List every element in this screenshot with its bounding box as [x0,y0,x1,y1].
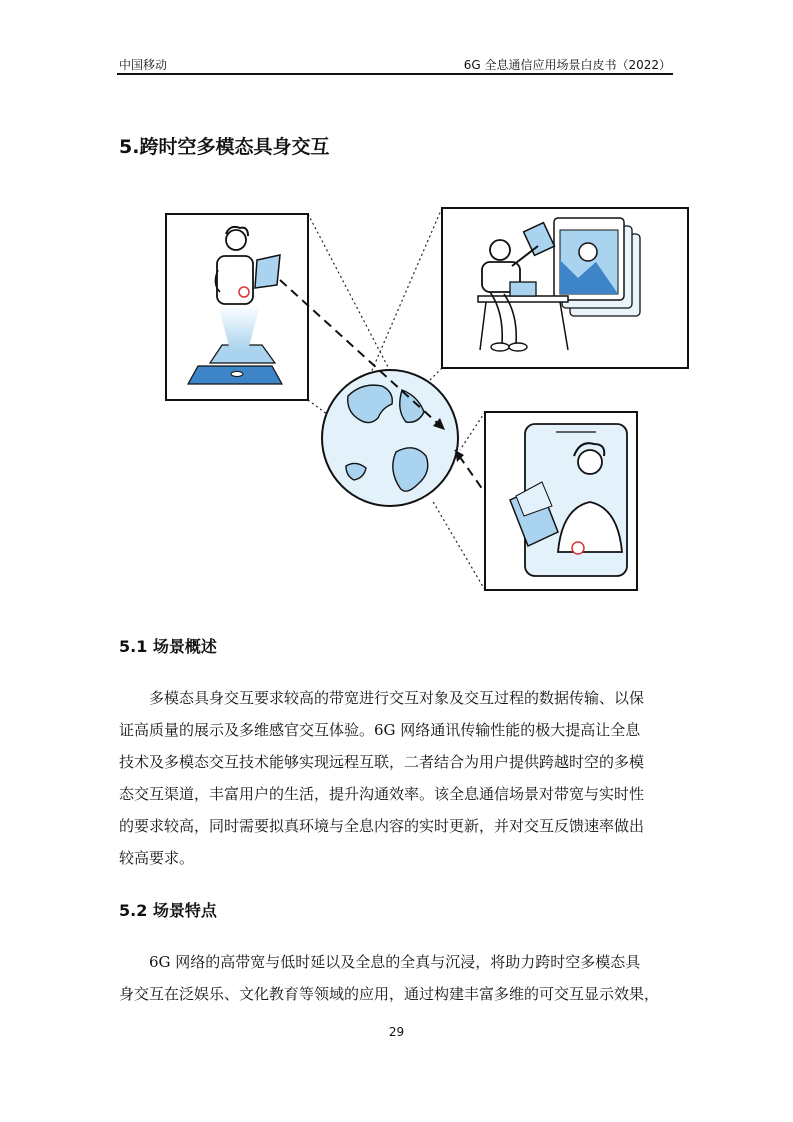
header-rule [117,73,673,75]
illustration-figure [160,200,690,600]
section-title: 5.跨时空多模态具身交互 [119,136,330,158]
text-line: 技术及多模态交互技术能够实现远程互联，二者结合为用户提供跨越时空的多模 [119,753,645,771]
header-doc-title: 6G 全息通信应用场景白皮书（2022） [463,58,671,72]
header-org: 中国移动 [119,58,168,72]
text-line: 的要求较高，同时需要拟真环境与全息内容的实时更新，并对交互反馈速率做出 [119,817,645,835]
paragraph-overview [119,682,675,874]
subsection-title-overview: 5.1 场景概述 [119,637,217,656]
text-line: 身交互在泛娱乐、文化教育等领域的应用，通过构建丰富多维的可交互显示效果， [119,985,660,1003]
paragraph-features [119,946,675,1010]
panel-hologram-person [166,214,308,400]
subsection-title-features: 5.2 场景特点 [119,901,217,920]
text-line: 态交互渠道，丰富用户的生活，提升沟通效率。该全息通信场景对带宽与实时性 [119,785,645,803]
panel-phone-interaction [485,412,637,590]
globe-icon [322,370,458,506]
text-line: 多模态具身交互要求较高的带宽进行交互对象及交互过程的数据传输、以保 [149,689,645,707]
text-line: 证高质量的展示及多维感官交互体验。6G 网络通讯传输性能的极大提高让全息 [119,721,641,739]
page-number: 29 [388,1025,405,1039]
text-line: 6G 网络的高带宽与低时延以及全息的全真与沉浸，将助力跨时空多模态具 [149,953,641,971]
text-line: 较高要求。 [119,849,195,867]
panel-remote-collaboration [442,208,688,368]
